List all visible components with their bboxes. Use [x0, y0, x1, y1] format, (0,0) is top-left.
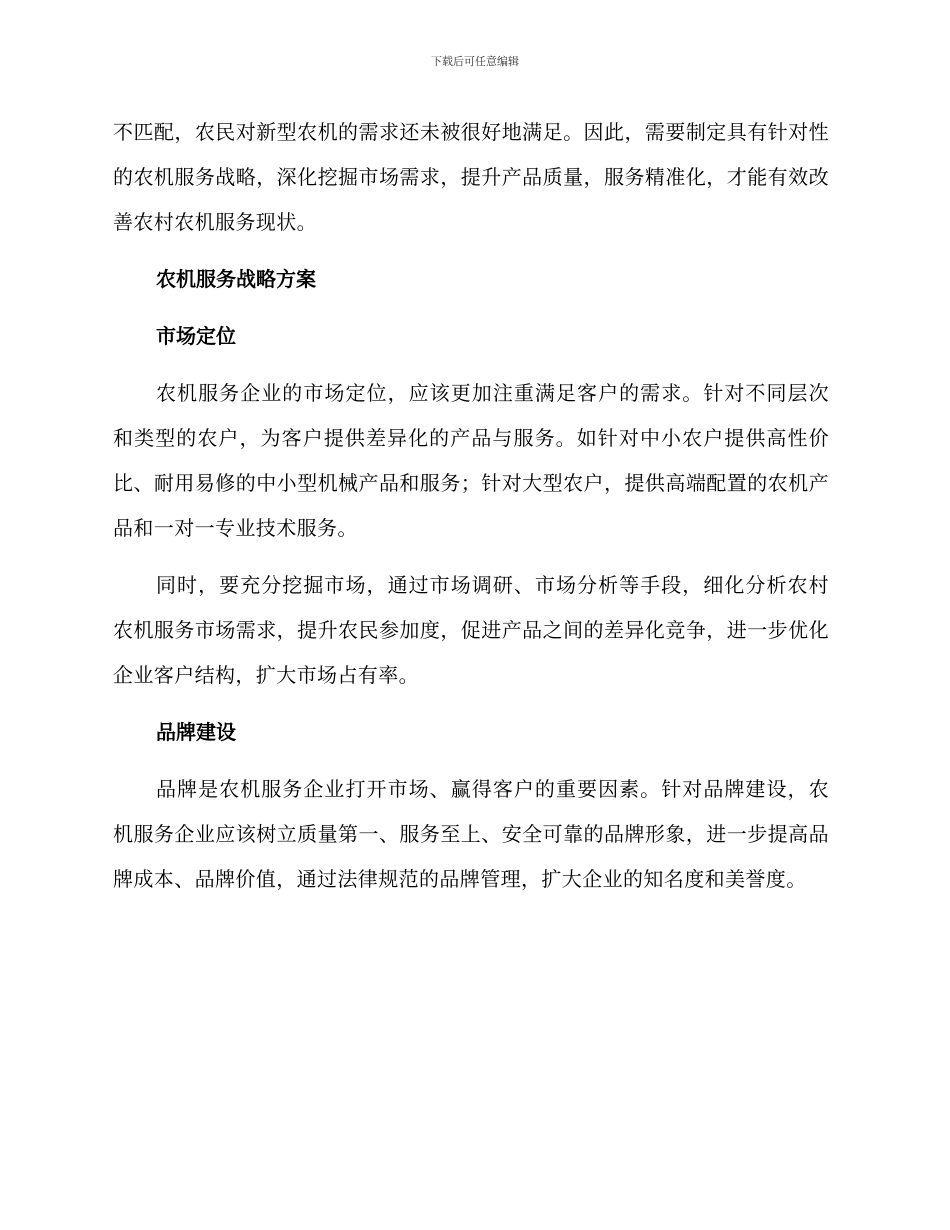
- header-note: 下载后可任意编辑: [431, 55, 519, 68]
- paragraph-market-mining: 同时，要充分挖掘市场，通过市场调研、市场分析等手段，细化分析农村农机服务市场需求，提升农民参加度，促进产品之间的差异化竞争，进一步优化企业客户结构，扩大市场占有率。: [113, 573, 829, 687]
- document-body: [113, 110, 829, 902]
- section-heading-strategy: 农机服务战略方案: [156, 267, 316, 291]
- subsection-heading-brand-building: 品牌建设: [156, 720, 236, 744]
- paragraph-brand-building: 品牌是农机服务企业打开市场、赢得客户的重要因素。针对品牌建设，农机服务企业应该树立质量第一、服务至上、安全可靠的品牌形象，进一步提高品牌成本、品牌价值，通过法律规范的品牌管理，扩大企业的知名度和美誉度。: [113, 777, 829, 891]
- paragraph-market-positioning: 农机服务企业的市场定位，应该更加注重满足客户的需求。针对不同层次和类型的农户，为客户提供差异化的产品与服务。如针对中小农户提供高性价比、耐用易修的中小型机械产品和服务；针对大型农户，提供高端配置的农机产品和一对一专业技术服务。: [113, 381, 829, 540]
- paragraph-continuation: 不匹配，农民对新型农机的需求还未被很好地满足。因此，需要制定具有针对性的农机服务战略，深化挖掘市场需求，提升产品质量，服务精准化，才能有效改善农村农机服务现状。: [113, 120, 829, 234]
- subsection-heading-market-positioning: 市场定位: [156, 324, 236, 348]
